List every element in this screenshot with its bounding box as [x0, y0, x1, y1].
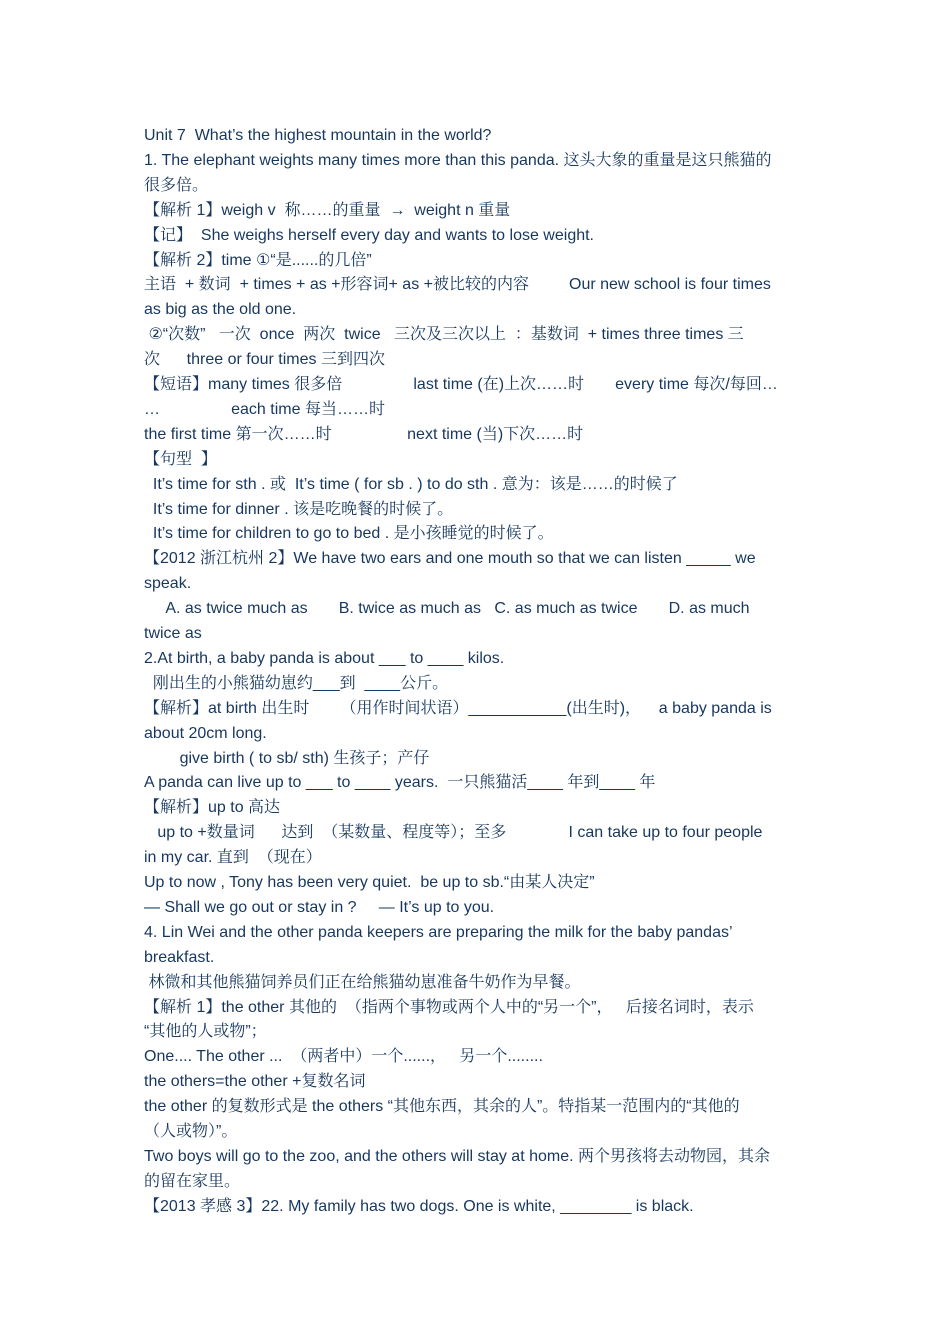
text-line: the other 的复数形式是 the others “其他东西，其余的人”。特指某一范围内的“其他的 — [144, 1098, 740, 1116]
text-line: breakfast. — [144, 948, 215, 966]
text-line: 林微和其他熊猫饲养员们正在给熊猫幼崽准备牛奶作为早餐。 — [144, 973, 581, 991]
text-line: 【记】 She weighs herself every day and wants to lose weight. — [144, 226, 595, 244]
text-line: 【2013 孝感 3】22. My family has two dogs. One is white, ________ is black. — [144, 1197, 694, 1215]
text-line: the others=the other +复数名词 — [144, 1073, 366, 1091]
text-line: 次 three or four times 三到四次 — [144, 351, 385, 369]
text-line: twice as — [144, 625, 202, 642]
text-line: Two boys will go to the zoo, and the others will stay at home. 两个男孩将去动物园，其余 — [144, 1147, 771, 1165]
text-line: 【解析 2】time ①“是......的几倍” — [144, 251, 372, 269]
text-line: 刚出生的小熊猫幼崽约___到 ____公斤。 — [144, 674, 449, 692]
text-line: 4. Lin Wei and the other panda keepers are preparing the milk for the baby pandas’ — [144, 923, 733, 941]
text-line: Up to now , Tony has been very quiet. be up to sb.“由某人决定” — [144, 874, 595, 891]
text-line: 1. The elephant weights many times more than this panda. 这头大象的重量是这只熊猫的 — [144, 151, 772, 169]
text-line: 【句型 】 — [144, 450, 217, 468]
text-line: in my car. 直到 （现在） — [144, 849, 322, 867]
text-line: （人或物）”。 — [144, 1123, 238, 1140]
text-line: 很多倍。 — [144, 176, 209, 194]
text-line: One.... The other ... （两者中）一个......， 另一个........ — [144, 1048, 543, 1066]
text-line: 【解析】at birth 出生时 （用作时间状语）___________(出生时)， a baby panda is — [144, 699, 772, 717]
text-line: A. as twice much as B. twice as much as C. as much as twice D. as much — [144, 600, 750, 618]
text-line: “其他的人或物”； — [144, 1023, 267, 1041]
text-line: 【2012 浙江杭州 2】We have two ears and one mouth so that we can listen _____ we — [144, 550, 756, 568]
text-line: It’s time for children to go to bed . 是小孩睡觉的时候了。 — [144, 525, 554, 543]
text-line: ②“次数” 一次 once 两次 twice 三次及三次以上 ：基数词 + times three times 三 — [144, 326, 744, 344]
text-line: 【解析 1】weigh v 称……的重量 → weight n 重量 — [144, 201, 511, 219]
text-line: A panda can live up to ___ to ____ years. 一只熊猫活____ 年到____ 年 — [144, 774, 656, 792]
text-line: 主语 + 数词 + times + as +形容词+ as +被比较的内容 Our new school is four times — [144, 276, 771, 294]
text-line: 2.At birth, a baby panda is about ___ to ____ kilos. — [144, 649, 505, 667]
text-line: … each time 每当……时 — [144, 400, 385, 418]
text-line: Unit 7 What’s the highest mountain in the world? — [144, 127, 492, 144]
text-line: 的留在家里。 — [144, 1172, 241, 1190]
text-line: speak. — [144, 575, 192, 593]
text-line: give birth ( to sb/ sth) 生孩子；产仔 — [144, 749, 430, 767]
text-line: up to +数量词 达到 （某数量、程度等）；至多 I can take up to four people — [144, 824, 763, 842]
text-line: It’s time for dinner . 该是吃晚餐的时候了。 — [144, 500, 454, 518]
text-line: 【解析 1】the other 其他的 （指两个事物或两个人中的“另一个”， 后接名词时，表示 — [144, 998, 754, 1016]
text-line: the first time 第一次……时 next time (当)下次……时 — [144, 425, 584, 443]
text-line: — Shall we go out or stay in ? — It’s up to you. — [144, 898, 495, 916]
text-line: 【短语】many times 很多倍 last time (在)上次……时 every time 每次/每回… — [144, 376, 778, 393]
text-line: 【解析】up to 高达 — [144, 799, 281, 817]
text-line: about 20cm long. — [144, 724, 267, 742]
text-line: as big as the old one. — [144, 301, 297, 319]
text-line: It’s time for sth . 或 It’s time ( for sb . ) to do sth . 意为：该是……的时候了 — [144, 475, 678, 493]
